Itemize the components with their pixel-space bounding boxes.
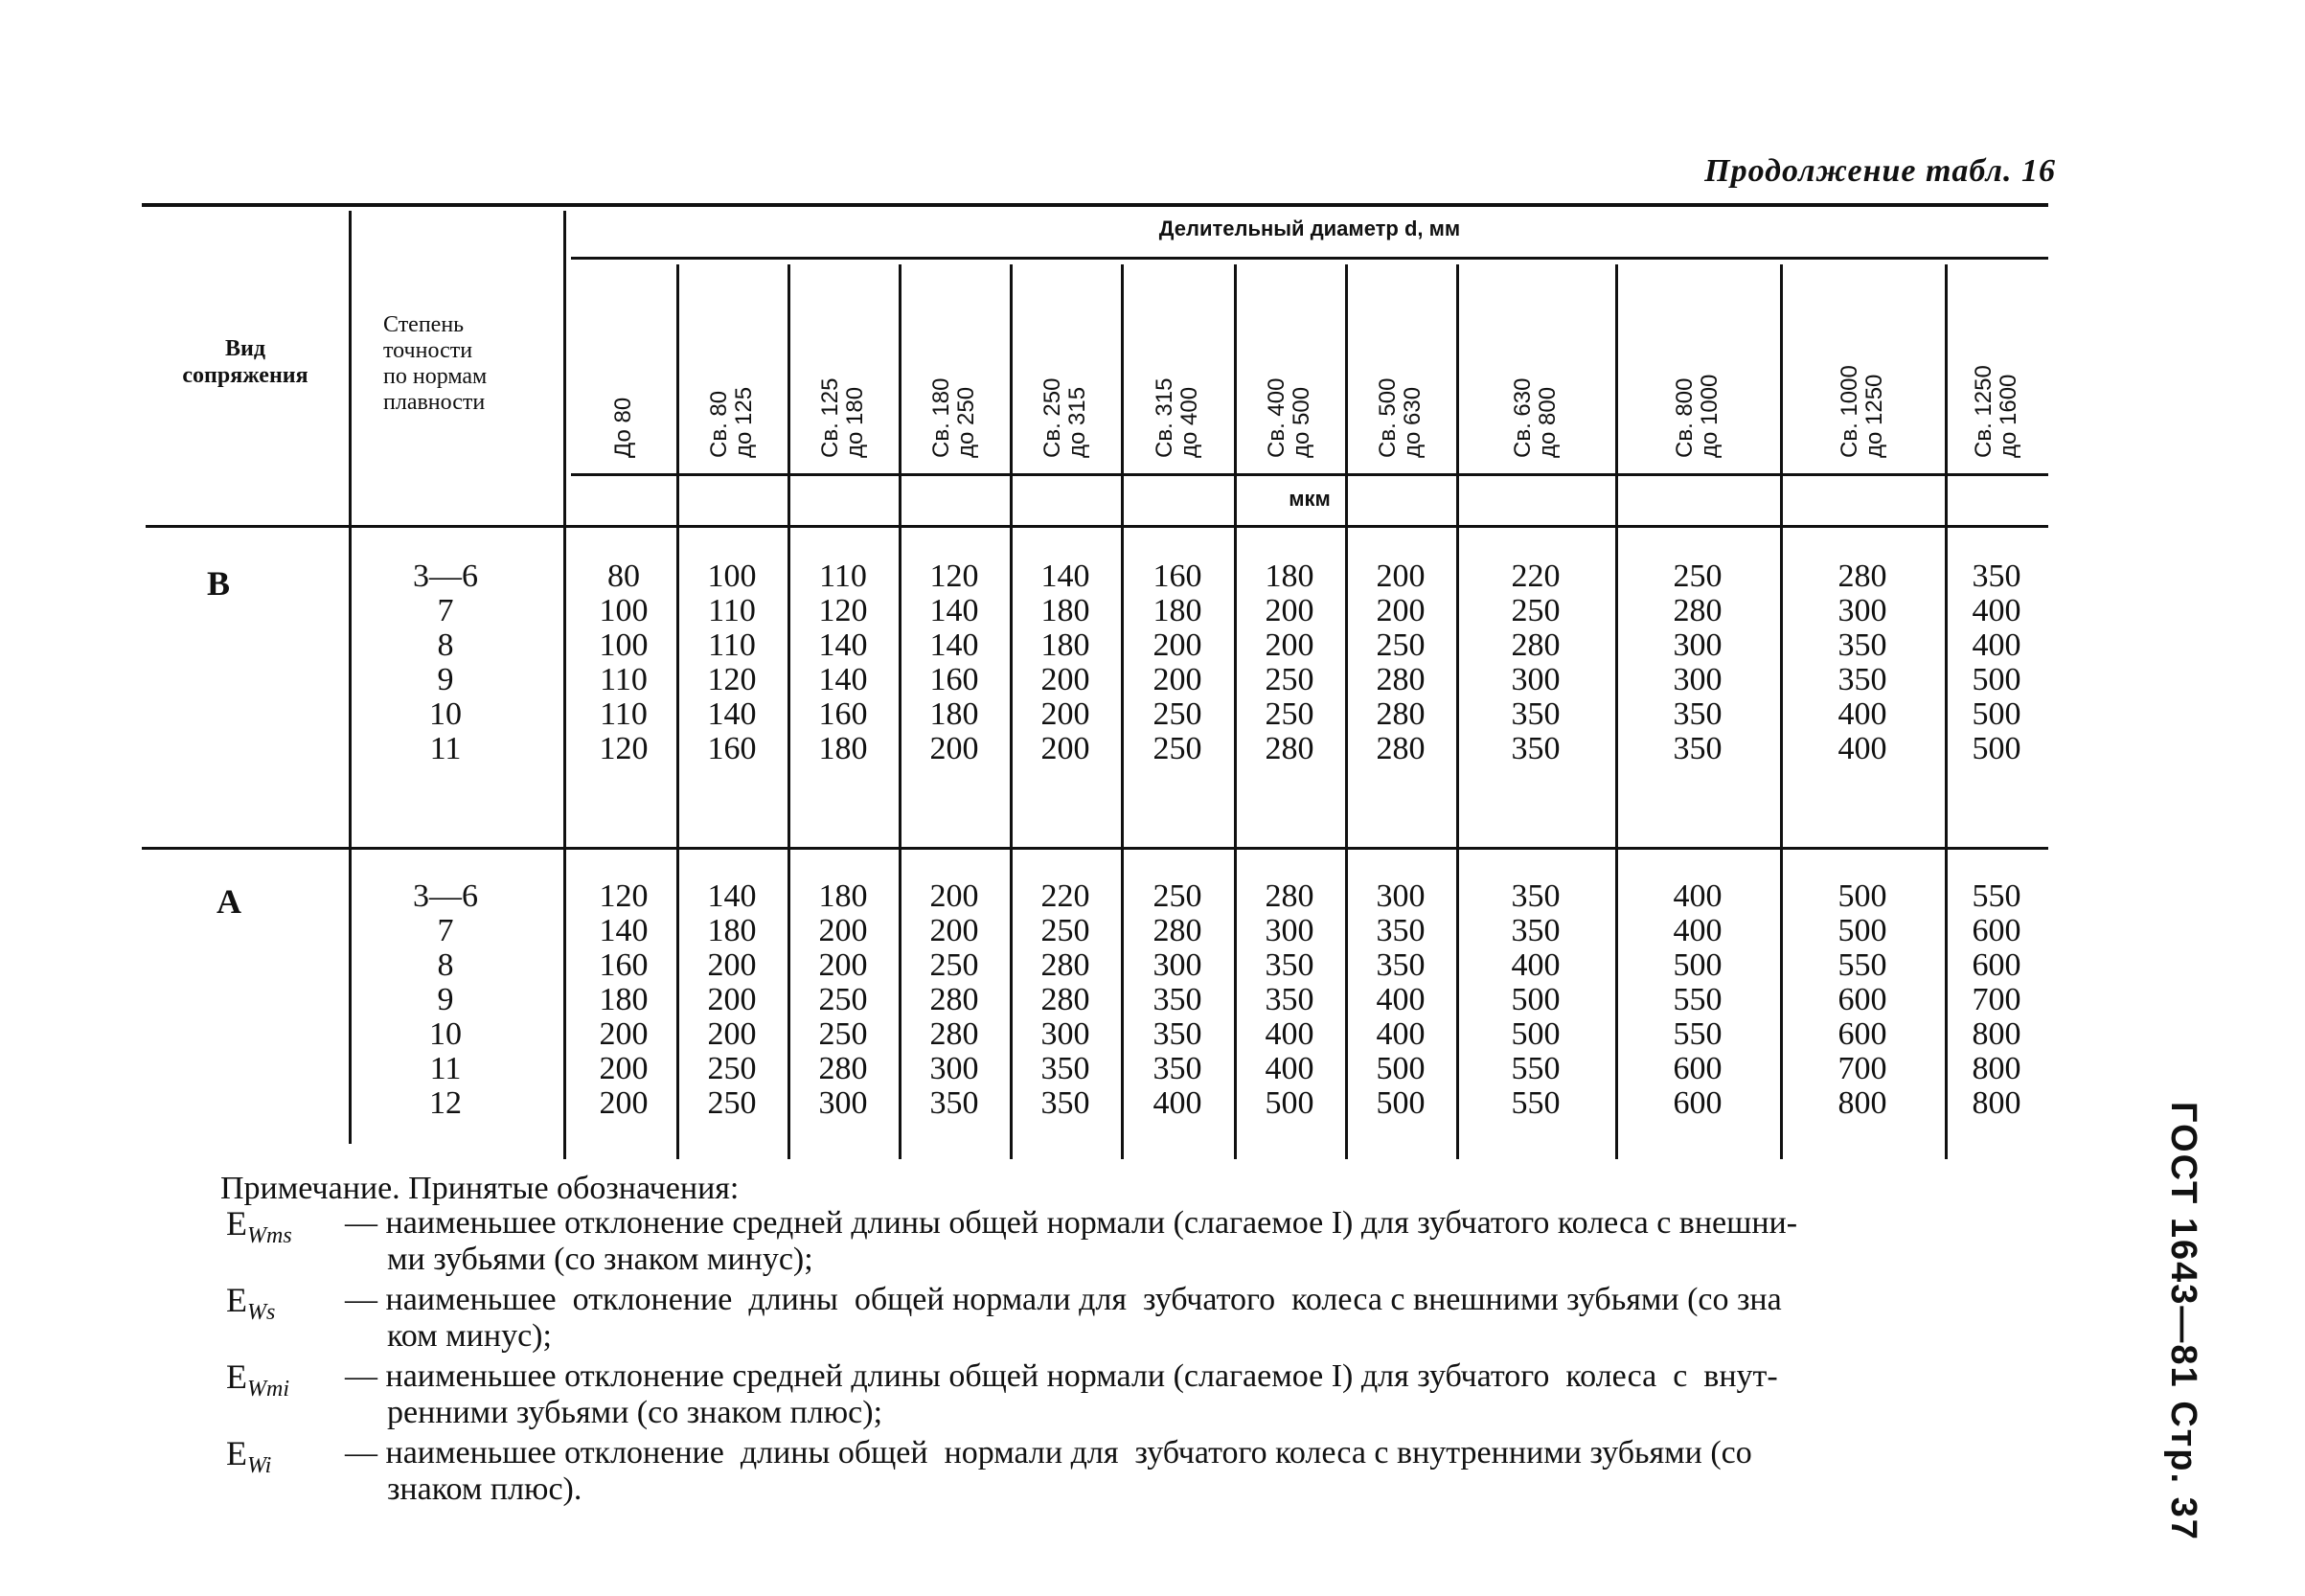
header-range-7: Св. 500 до 630 (1375, 377, 1426, 458)
value-column (1615, 559, 1780, 766)
table-cell: 280 (1837, 559, 1887, 594)
table-cell: 200 (1152, 627, 1202, 663)
table-cell: 350 (1040, 1085, 1090, 1121)
table-cell: 200 (929, 878, 979, 914)
table-cell: 280 (1511, 627, 1561, 663)
note-symbol (226, 1433, 271, 1479)
table-cell: 120 (707, 662, 757, 697)
value-column (787, 879, 899, 1121)
table-cell: 250 (1376, 627, 1426, 663)
table-cell: 350 (1265, 982, 1314, 1017)
table-cell: 140 (818, 662, 868, 697)
table-cell: 110 (708, 593, 756, 628)
table-cell: 180 (1265, 559, 1314, 594)
value-column (1121, 559, 1234, 766)
table-cell: 350 (1511, 731, 1561, 766)
degree-cell: 11 (429, 1051, 462, 1086)
table-cell: 140 (818, 627, 868, 663)
table-cell: 350 (1673, 731, 1723, 766)
table-cell: 110 (600, 696, 648, 732)
note-text: — наименьшее отклонение средней длины общей нормали (слагаемое I) для зубчатого колеса с внут- (345, 1358, 1778, 1394)
table-cell: 140 (707, 696, 757, 732)
table-cell: 200 (1265, 593, 1314, 628)
table-cell: 350 (1511, 878, 1561, 914)
header-range-0: До 80 (610, 397, 636, 458)
table-cell: 600 (1837, 982, 1887, 1017)
table-cell: 350 (1972, 559, 2021, 594)
value-column (1121, 879, 1234, 1121)
table-cell: 500 (1511, 1016, 1561, 1052)
table-cell: 400 (1376, 1016, 1426, 1052)
table-cell: 500 (1376, 1051, 1426, 1086)
table-cell: 250 (1265, 662, 1314, 697)
table-cell: 100 (599, 593, 649, 628)
value-column (676, 559, 787, 766)
table-cell: 400 (1837, 696, 1887, 732)
table-cell: 550 (1511, 1051, 1561, 1086)
table-cell: 280 (929, 982, 979, 1017)
header-range-10: Св. 1000 до 1250 (1837, 365, 1887, 458)
table-cell: 250 (707, 1051, 757, 1086)
value-column (1345, 879, 1456, 1121)
value-column (1945, 559, 2048, 766)
table-cell: 250 (1040, 913, 1090, 948)
table-cell: 400 (1673, 913, 1723, 948)
header-range-9: Св. 800 до 1000 (1672, 374, 1723, 458)
table-cell: 200 (1376, 593, 1426, 628)
table-cell: 140 (599, 913, 649, 948)
table-caption: Продолжение табл. 16 (1704, 153, 2056, 189)
table-cell: 140 (707, 878, 757, 914)
note-heading: Примечание. Принятые обозначения: (220, 1171, 740, 1206)
note-text-continuation: знаком плюс). (387, 1471, 582, 1507)
table-cell: 280 (929, 1016, 979, 1052)
table-cell: 600 (1673, 1085, 1723, 1121)
table-top-rule (142, 203, 2048, 207)
note-symbol-base: E (226, 1204, 247, 1243)
table-cell: 800 (1972, 1051, 2021, 1086)
table-cell: 160 (929, 662, 979, 697)
value-column (899, 879, 1010, 1121)
value-column (676, 879, 787, 1121)
value-column (1345, 559, 1456, 766)
degree-column (383, 879, 508, 1121)
header-range-3: Св. 180 до 250 (928, 377, 979, 458)
table-cell: 200 (818, 913, 868, 948)
table-cell: 350 (1040, 1051, 1090, 1086)
table-cell: 120 (818, 593, 868, 628)
table-cell: 800 (1972, 1085, 2021, 1121)
note-symbol-base: E (226, 1357, 247, 1396)
diameter-title-rule (571, 257, 2048, 260)
table-cell: 250 (707, 1085, 757, 1121)
value-column (1010, 879, 1121, 1121)
table-cell: 700 (1972, 982, 2021, 1017)
table-cell: 200 (1265, 627, 1314, 663)
table-cell: 300 (1376, 878, 1426, 914)
table-cell: 200 (818, 947, 868, 983)
table-cell: 300 (1837, 593, 1887, 628)
note-symbol (226, 1357, 289, 1402)
table-cell: 300 (1673, 627, 1723, 663)
table-cell: 160 (818, 696, 868, 732)
degree-cell: 7 (437, 913, 454, 948)
header-range-1: Св. 80 до 125 (706, 386, 757, 458)
degree-cell: 9 (437, 662, 454, 697)
table-cell: 550 (1972, 878, 2021, 914)
table-cell: 600 (1673, 1051, 1723, 1086)
table-cell: 160 (707, 731, 757, 766)
note-text-continuation: ком минус); (387, 1318, 552, 1354)
note-text: — наименьшее отклонение длины общей нормали для зубчатого колеса с внутренними зубьями (со (345, 1435, 1752, 1471)
table-cell: 600 (1837, 1016, 1887, 1052)
degree-cell: 8 (437, 947, 454, 983)
value-column (1010, 559, 1121, 766)
table-cell: 180 (1040, 593, 1090, 628)
table-cell: 250 (1152, 696, 1202, 732)
table-cell: 180 (818, 878, 868, 914)
table-cell: 500 (1673, 947, 1723, 983)
table-cell: 280 (1376, 696, 1426, 732)
table-cell: 180 (929, 696, 979, 732)
table-cell: 250 (1673, 559, 1723, 594)
table-cell: 400 (1972, 627, 2021, 663)
table-cell: 300 (1152, 947, 1202, 983)
table-cell: 500 (1837, 878, 1887, 914)
table-cell: 200 (599, 1085, 649, 1121)
table-cell: 600 (1972, 913, 2021, 948)
table-cell: 140 (929, 593, 979, 628)
note-text-continuation: ми зубьями (со знаком минус); (387, 1242, 813, 1277)
table-cell: 550 (1837, 947, 1887, 983)
table-cell: 300 (1040, 1016, 1090, 1052)
degree-cell: 10 (429, 1016, 462, 1052)
table-cell: 200 (929, 731, 979, 766)
table-cell: 350 (1265, 947, 1314, 983)
degree-cell: 10 (429, 696, 462, 732)
value-column (1780, 559, 1945, 766)
note-symbol-subscript: Wi (247, 1453, 272, 1479)
table-cell: 200 (1040, 731, 1090, 766)
table-cell: 500 (1972, 662, 2021, 697)
value-column (1780, 879, 1945, 1121)
table-cell: 300 (1673, 662, 1723, 697)
table-cell: 400 (1376, 982, 1426, 1017)
header-accuracy-degree: Степень точности по нормам плавности (383, 312, 488, 415)
table-cell: 200 (707, 1016, 757, 1052)
fit-type-A: А (217, 882, 241, 921)
table-cell: 100 (707, 559, 757, 594)
header-unit-row: мкм (1289, 487, 1331, 511)
table-cell: 110 (819, 559, 867, 594)
table-cell: 140 (929, 627, 979, 663)
table-cell: 350 (1673, 696, 1723, 732)
degree-column (383, 559, 508, 766)
header-fit-type: Вид сопряжения (182, 336, 308, 388)
table-cell: 180 (1040, 627, 1090, 663)
value-column (1456, 559, 1615, 766)
table-cell: 500 (1265, 1085, 1314, 1121)
value-column (571, 879, 676, 1121)
table-cell: 250 (818, 982, 868, 1017)
table-cell: 350 (1152, 1016, 1202, 1052)
table-cell: 110 (708, 627, 756, 663)
table-cell: 220 (1040, 878, 1090, 914)
degree-cell: 3—6 (413, 878, 478, 914)
table-cell: 250 (1152, 731, 1202, 766)
table-cell: 280 (1376, 662, 1426, 697)
table-cell: 700 (1837, 1051, 1887, 1086)
note-symbol-base: E (226, 1281, 247, 1319)
table-cell: 180 (818, 731, 868, 766)
table-cell: 500 (1511, 982, 1561, 1017)
table-cell: 200 (1152, 662, 1202, 697)
table-cell: 140 (1040, 559, 1090, 594)
table-cell: 350 (1152, 1051, 1202, 1086)
table-cell: 400 (1152, 1085, 1202, 1121)
note-text: — наименьшее отклонение средней длины общей нормали (слагаемое I) для зубчатого колеса с внешни- (345, 1205, 1798, 1241)
table-cell: 350 (1511, 696, 1561, 732)
table-cell: 160 (1152, 559, 1202, 594)
table-cell: 110 (600, 662, 648, 697)
header-range-6: Св. 400 до 500 (1264, 377, 1314, 458)
table-cell: 500 (1376, 1085, 1426, 1121)
table-cell: 350 (1837, 662, 1887, 697)
note-symbol-subscript: Ws (247, 1300, 276, 1326)
note-symbol-subscript: Wms (247, 1223, 292, 1249)
table-cell: 300 (1265, 913, 1314, 948)
fit-type-B: В (207, 564, 231, 603)
table-cell: 280 (1376, 731, 1426, 766)
value-column (1615, 879, 1780, 1121)
table-cell: 550 (1673, 982, 1723, 1017)
group-separator-rule (142, 847, 2048, 850)
table-cell: 250 (818, 1016, 868, 1052)
table-cell: 280 (818, 1051, 868, 1086)
table-cell: 200 (599, 1051, 649, 1086)
table-cell: 160 (599, 947, 649, 983)
table-cell: 280 (1152, 913, 1202, 948)
degree-cell: 12 (429, 1085, 462, 1121)
type-degree-divider (349, 211, 352, 1144)
value-column (899, 559, 1010, 766)
table-cell: 200 (1040, 696, 1090, 732)
table-cell: 280 (1673, 593, 1723, 628)
table-cell: 100 (599, 627, 649, 663)
table-cell: 350 (1511, 913, 1561, 948)
value-column (1234, 559, 1345, 766)
table-cell: 280 (1040, 982, 1090, 1017)
table-cell: 500 (1972, 731, 2021, 766)
table-cell: 280 (1265, 731, 1314, 766)
table-cell: 250 (1265, 696, 1314, 732)
table-cell: 280 (1040, 947, 1090, 983)
table-cell: 250 (1152, 878, 1202, 914)
table-cell: 200 (929, 913, 979, 948)
table-cell: 400 (1265, 1051, 1314, 1086)
table-cell: 200 (599, 1016, 649, 1052)
table-cell: 180 (1152, 593, 1202, 628)
table-cell: 200 (1376, 559, 1426, 594)
table-cell: 500 (1837, 913, 1887, 948)
table-cell: 220 (1511, 559, 1561, 594)
unit-row-rule (571, 473, 2048, 476)
note-text: — наименьшее отклонение длины общей нормали для зубчатого колеса с внешними зубьями (со зна (345, 1282, 1782, 1317)
header-diameter-title: Делительный диаметр d, мм (1158, 217, 1461, 240)
table-cell: 280 (1265, 878, 1314, 914)
page-side-label: ГОСТ 1643—81 Стр. 37 (2163, 1102, 2203, 1541)
table-cell: 200 (707, 982, 757, 1017)
header-bottom-rule (146, 525, 2048, 528)
table-cell: 300 (818, 1085, 868, 1121)
table-cell: 300 (1511, 662, 1561, 697)
header-range-5: Св. 315 до 400 (1152, 377, 1202, 458)
note-symbol-base: E (226, 1434, 247, 1472)
header-range-8: Св. 630 до 800 (1510, 377, 1561, 458)
table-cell: 80 (607, 559, 640, 594)
table-cell: 350 (1152, 982, 1202, 1017)
table-cell: 200 (707, 947, 757, 983)
table-cell: 400 (1673, 878, 1723, 914)
table-cell: 350 (1376, 947, 1426, 983)
table-cell: 120 (599, 878, 649, 914)
note-symbol-subscript: Wmi (247, 1377, 289, 1402)
value-column (571, 559, 676, 766)
note-symbol (226, 1203, 292, 1249)
degree-cell: 8 (437, 627, 454, 663)
table-cell: 350 (1376, 913, 1426, 948)
table-cell: 350 (1837, 627, 1887, 663)
table-cell: 350 (929, 1085, 979, 1121)
table-cell: 400 (1511, 947, 1561, 983)
table-cell: 200 (1040, 662, 1090, 697)
table-cell: 180 (707, 913, 757, 948)
table-cell: 300 (929, 1051, 979, 1086)
table-cell: 800 (1972, 1016, 2021, 1052)
header-range-11: Св. 1250 до 1600 (1971, 365, 2021, 458)
table-cell: 600 (1972, 947, 2021, 983)
note-symbol (226, 1280, 275, 1326)
degree-cell: 9 (437, 982, 454, 1017)
header-range-4: Св. 250 до 315 (1039, 377, 1090, 458)
value-column (1945, 879, 2048, 1121)
table-cell: 120 (929, 559, 979, 594)
table-cell: 400 (1837, 731, 1887, 766)
value-column (787, 559, 899, 766)
value-column (1456, 879, 1615, 1121)
table-cell: 500 (1972, 696, 2021, 732)
table-cell: 120 (599, 731, 649, 766)
header-range-2: Св. 125 до 180 (817, 377, 868, 458)
table-cell: 250 (1511, 593, 1561, 628)
degree-cell: 3—6 (413, 559, 478, 594)
table-cell: 800 (1837, 1085, 1887, 1121)
value-column (1234, 879, 1345, 1121)
degree-cell: 7 (437, 593, 454, 628)
table-cell: 400 (1972, 593, 2021, 628)
table-cell: 250 (929, 947, 979, 983)
degree-cell: 11 (429, 731, 462, 766)
table-cell: 180 (599, 982, 649, 1017)
table-cell: 400 (1265, 1016, 1314, 1052)
table-cell: 550 (1511, 1085, 1561, 1121)
note-text-continuation: ренними зубьями (со знаком плюс); (387, 1395, 883, 1430)
table-cell: 550 (1673, 1016, 1723, 1052)
